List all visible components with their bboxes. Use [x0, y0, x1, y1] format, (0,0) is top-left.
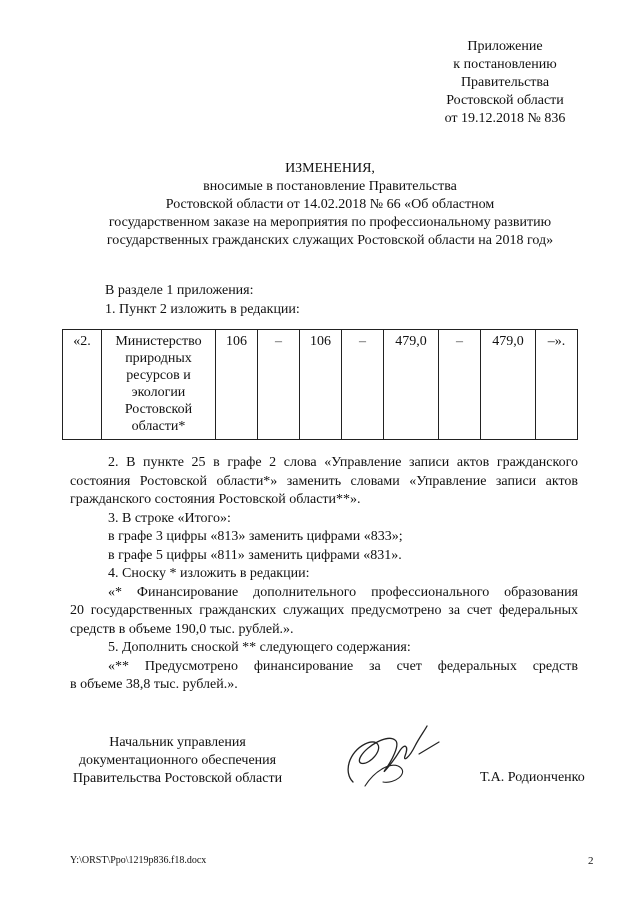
paragraph-3-line: в графе 5 цифры «811» заменить цифрами «831». [108, 547, 402, 563]
table-cell: 479,0 [481, 330, 536, 440]
table-cell: Министерство природных ресурсов и экологии Ростовской области* [102, 330, 216, 440]
title-heading: ИЗМЕНЕНИЯ, [285, 161, 375, 176]
paragraph-5-line: «** Предусмотрено финансирование за счет федеральных средств [108, 658, 578, 674]
signatory-position [70, 734, 285, 788]
title-line: государственном заказе на мероприятия по профессиональному развитию [108, 215, 552, 230]
appendix-header [420, 38, 590, 128]
document-body [70, 454, 578, 695]
position-line: документационного обеспечения [78, 753, 277, 768]
table-row [63, 330, 578, 440]
title-line: государственных гражданских служащих Ростовской области на 2018 год» [106, 233, 554, 248]
table-cell: 106 [300, 330, 342, 440]
paragraph-4-line: «* Финансирование дополнительного профессионального образования [108, 584, 578, 600]
appendix-line: от 19.12.2018 № 836 [444, 111, 566, 126]
paragraph-4-line: 20 государственных гражданских служащих предусмотрено за счет федеральных [70, 603, 578, 618]
paragraph-3-heading: 3. В строке «Итого»: [108, 510, 231, 526]
intro-text [105, 281, 300, 319]
title-line: Ростовской области от 14.02.2018 № 66 «Об областном [165, 197, 495, 212]
paragraph-5-heading: 5. Дополнить сноской ** следующего содержания: [108, 640, 411, 655]
appendix-line: Правительства [460, 75, 550, 90]
position-line: Начальник управления [109, 735, 246, 750]
item-1: 1. Пункт 2 изложить в редакции: [105, 302, 300, 317]
position-line: Правительства Ростовской области [72, 771, 283, 786]
appendix-line: к постановлению [453, 57, 557, 72]
paragraph-4-heading: 4. Сноску * изложить в редакции: [108, 566, 310, 581]
signatory-name: Т.А. Родионченко [480, 770, 585, 785]
table-cell: – [342, 330, 384, 440]
paragraph-2-line: 2. В пункте 25 в графе 2 слова «Управление записи актов гражданского [108, 455, 578, 470]
handwritten-signature [335, 722, 450, 792]
paragraph-4-line: средств в объеме 190,0 тыс. рублей.». [70, 621, 294, 637]
appendix-line: Приложение [467, 39, 543, 54]
paragraph-5-line: в объеме 38,8 тыс. рублей.». [70, 677, 238, 692]
section-reference: В разделе 1 приложения: [105, 283, 254, 298]
appendix-line: Ростовской области [446, 93, 564, 108]
paragraph-3-line: в графе 3 цифры «813» заменить цифрами «833»; [108, 529, 403, 544]
amendment-table [62, 329, 578, 440]
table-cell: –». [536, 330, 578, 440]
page-number: 2 [588, 855, 594, 867]
table-cell: «2. [63, 330, 102, 440]
table-cell: – [258, 330, 300, 440]
file-path: Y:\ORST\Ppo\1219p836.f18.docx [70, 855, 207, 866]
document-title [60, 160, 600, 250]
paragraph-2-line: состояния Ростовской области*» заменить словами «Управление записи актов [70, 473, 578, 489]
table-cell: – [439, 330, 481, 440]
title-line: вносимые в постановление Правительства [203, 179, 457, 194]
paragraph-2-line: гражданского состояния Ростовской области**». [70, 492, 361, 507]
table-cell: 106 [216, 330, 258, 440]
table-cell: 479,0 [384, 330, 439, 440]
